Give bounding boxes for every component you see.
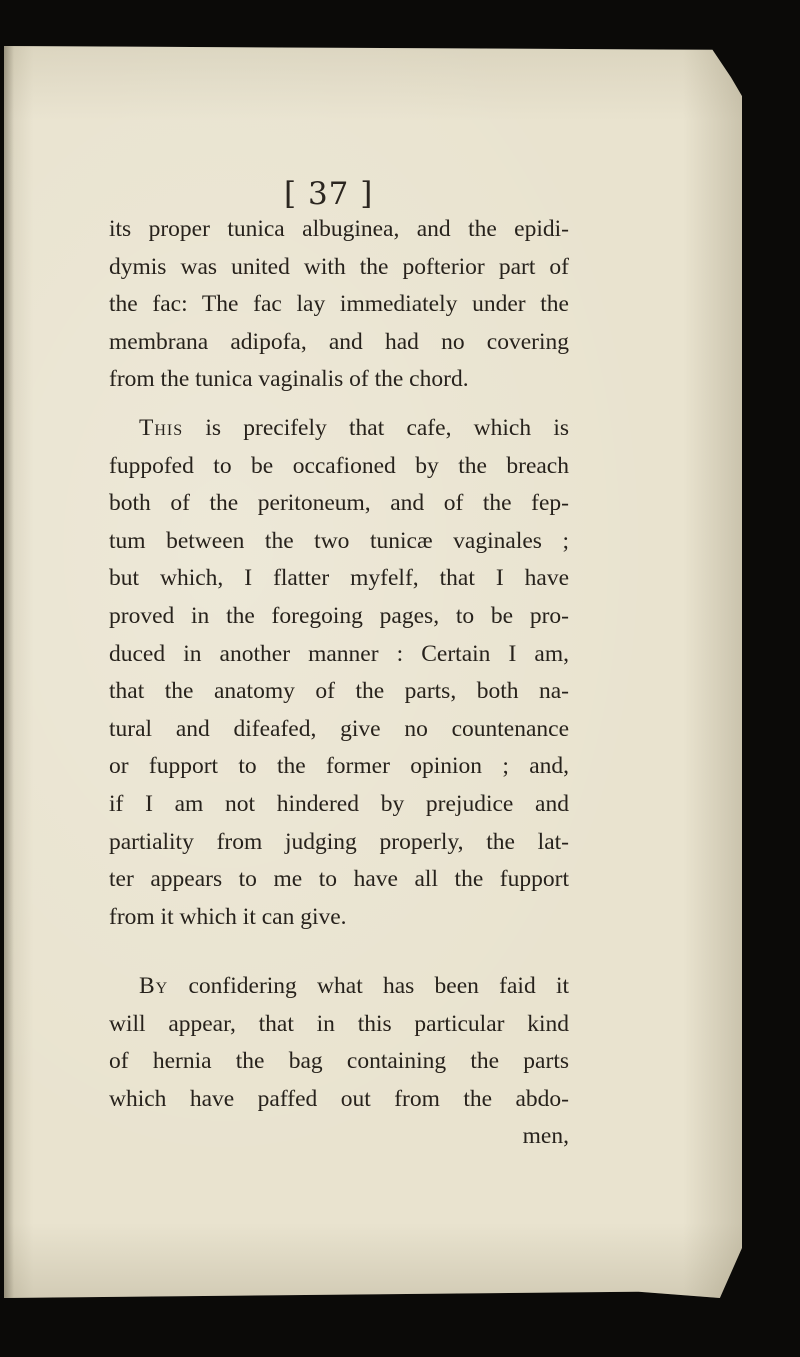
text-line: partiality from judging properly, the lat- bbox=[109, 828, 569, 855]
text-line: duced in another manner : Certain I am, bbox=[109, 640, 569, 667]
text-line: that the anatomy of the parts, both na- bbox=[109, 678, 569, 705]
text-line: tural and difeafed, give no countenance bbox=[109, 715, 569, 742]
text-line: from it which it can give. bbox=[109, 903, 347, 930]
text-line-rest: is precifely that cafe, which is bbox=[183, 415, 569, 441]
text-line: tum between the two tunicæ vaginales ; bbox=[109, 527, 569, 554]
text-line-rest: confidering what has been faid it bbox=[168, 973, 569, 999]
paragraph-3 bbox=[109, 968, 569, 1156]
text-line: the fac: The fac lay immediately under the bbox=[109, 291, 569, 318]
text-line: dymis was united with the pofterior part of bbox=[109, 253, 569, 280]
text-line: if I am not hindered by prejudice and bbox=[109, 790, 569, 817]
text-line: membrana adipofa, and had no covering bbox=[109, 328, 569, 355]
page-number: [ 37 ] bbox=[284, 176, 374, 212]
text-line: both of the peritoneum, and of the fep- bbox=[109, 490, 569, 517]
lead-word: This bbox=[139, 415, 184, 441]
catchword: men, bbox=[522, 1123, 569, 1150]
text-line-first bbox=[109, 968, 569, 1006]
paragraph-2 bbox=[109, 410, 569, 936]
lead-word: By bbox=[139, 973, 169, 999]
text-line: its proper tunica albuginea, and the epidi- bbox=[109, 216, 569, 242]
text-line: but which, I flatter myfelf, that I have bbox=[109, 565, 569, 592]
text-line: ter appears to me to have all the fupport bbox=[109, 866, 569, 893]
text-line: fuppofed to be occafioned by the breach bbox=[109, 452, 569, 479]
spine-shadow bbox=[4, 46, 14, 1298]
text-line: which have paffed out from the abdo- bbox=[109, 1085, 569, 1112]
text-line: will appear, that in this particular kind bbox=[109, 1010, 569, 1037]
text-line: from the tunica vaginalis of the chord. bbox=[109, 366, 469, 393]
text-line: or fupport to the former opinion ; and, bbox=[109, 753, 569, 780]
text-line: proved in the foregoing pages, to be pro- bbox=[109, 602, 569, 629]
text-line-first bbox=[109, 410, 569, 448]
paragraph-1 bbox=[109, 211, 569, 399]
text-line: of hernia the bag containing the parts bbox=[109, 1048, 569, 1075]
